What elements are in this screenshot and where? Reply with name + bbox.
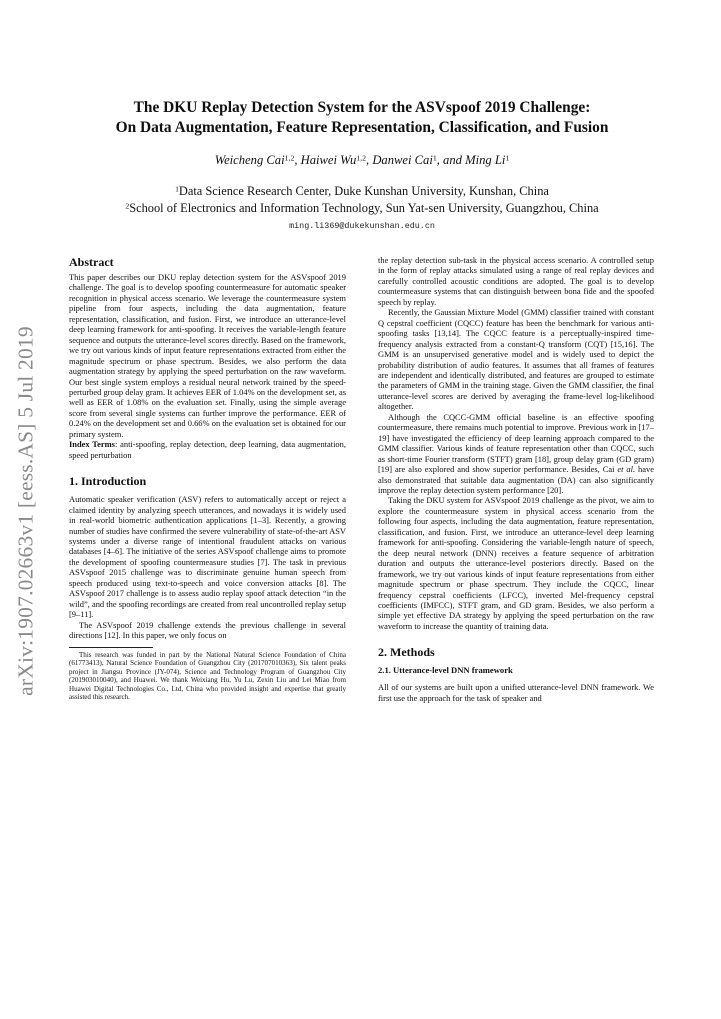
- intro-text: Although the CQCC-GMM official baseline is an effective spoofing countermeasure, there remains much potential to improve. Previous work in [17–19] have investigated the efficiency of deep learning approach compared to the GMM classifier. Various kinds of feature representation other than CQCC, such as short-time Fourier transform (STFT) gram [18], group delay gram (GD gram) [19] are also explored and show superior performance. Besides, Cai: [378, 411, 654, 475]
- author-list: [60, 153, 664, 168]
- affiliation-text: Data Science Research Center, Duke Kunshan University, Kunshan, China: [178, 184, 549, 198]
- author-affiliation-mark: 1,2: [284, 153, 295, 163]
- funding-footnote: This research was funded in part by the National Natural Science Foundation of China (61773413), Natural Science Foundation of Guangzhou City (201707010363), Six talent peaks project in Jiangsu Province (JY-074), Science and Technology Program of Guangzhou City (201903010040), and Huawei. We thank Weixiang Hu, Yu Lu, Zexin Liu and Lei Miao from Huawei Digital Technologies Co., Ltd, China who provided insight and expertise that greatly assisted this research.: [69, 650, 346, 702]
- intro-paragraph: the replay detection sub-task in the physical access scenario. A controlled setup in the form of replay attacks simulated using a range of real replay devices and carefully controlled acoustic conditions are adopted. The goal is to develop countermeasure systems that can distinguish between bona fide and the spoofed speech by replay.: [378, 255, 654, 307]
- methods-heading: 2. Methods: [378, 645, 435, 660]
- intro-paragraph: Recently, the Gaussian Mixture Model (GMM) classifier trained with constant Q cepstral coefficient (CQCC) feature has been the benchmark for various anti-spoofing tasks [13,14]. The CQCC feature is a perceptually-inspired time-frequency analysis extracted from a constant-Q transform (CQT) [15,16]. The GMM is an unsupervised generative model and is widely used to depict the probability distribution of audio features. It assumes that all frames of features are independent and identically distributed, and features are grouped to estimate the parameters of GMM in the training stage. Given the GMM classifier, the final utterance-level scores are derived by averaging the frame-level log-likelihood altogether.: [378, 307, 654, 412]
- arxiv-id-text: arXiv:1907.02663v1 [eess.AS] 5 Jul 2019: [13, 326, 38, 696]
- affiliation-line: [60, 200, 664, 217]
- intro-emphasis: et al.: [617, 464, 636, 475]
- author-name: Danwei Cai: [372, 153, 433, 167]
- introduction-heading: 1. Introduction: [69, 474, 147, 489]
- affiliations: [60, 183, 664, 217]
- author-affiliation-mark: 1: [505, 153, 510, 163]
- author-separator: , and: [436, 153, 466, 167]
- author-name: Ming Li: [465, 153, 506, 167]
- intro-text: have also demonstrated that suitable data augmentation (DA) can also significantly improve the replay detection system performance [20].: [378, 464, 654, 495]
- right-column: [378, 255, 654, 703]
- arxiv-side-identifier: [4, 326, 48, 696]
- left-column: [69, 255, 346, 702]
- index-terms: [69, 439, 346, 460]
- author-affiliation-mark: 1: [432, 153, 437, 163]
- title-line-2: On Data Augmentation, Feature Representation, Classification, and Fusion: [115, 119, 609, 136]
- contact-email: ming.li369@dukekunshan.edu.cn: [289, 221, 435, 231]
- index-terms-label: Index Terms: [69, 439, 115, 450]
- intro-paragraph: Taking the DKU system for ASVspoof 2019 challenge as the pivot, we aim to explore the countermeasure system in physical access scenario from the following four aspects, including the data augmentation, feature representation, classification, and fusion. First, we introduce an utterance-level deep learning framework for anti-spoofing. Considering the variable-length nature of speech, the deep neural network (DNN) receives a feature sequence of arbitration duration and outputs the utterance-level posteriors directly. Based on the framework, we try out various kinds of input feature representations from either magnitude spectrum or phase spectrum. They include the CQCC, linear frequency cepstral coefficients (LFCC), inverted Mel-frequency cepstral coefficients (IMFCC), STFT gram, and GD gram. Besides, we also perform a simple yet effective DA strategy by applying the speed perturbation on the raw waveform to increase the quantity of training data.: [378, 495, 654, 631]
- intro-paragraph: [378, 412, 654, 496]
- author-separator: ,: [294, 153, 301, 167]
- methods-subsection-heading: 2.1. Utterance-level DNN framework: [378, 665, 513, 676]
- paper-title: [60, 98, 664, 138]
- affiliation-mark: 2: [125, 201, 130, 211]
- author-name: Haiwei Wu: [300, 153, 357, 167]
- author-affiliation-mark: 1,2: [356, 153, 367, 163]
- abstract-heading: Abstract: [69, 255, 114, 269]
- footnote-divider: [69, 647, 153, 648]
- title-line-1: The DKU Replay Detection System for the ASVspoof 2019 Challenge:: [133, 99, 591, 116]
- abstract-body: This paper describes our DKU replay detection system for the ASVspoof 2019 challenge. The goal is to develop spoofing countermeasure for automatic speaker recognition in physical access scenario. We leverage the countermeasure system pipeline from four aspects, including the data augmentation, feature representation, classification, and fusion. First, we introduce an utterance-level deep learning framework for anti-spoofing. It receives the variable-length feature sequence and outputs the utterance-level scores directly. Based on the framework, we try out various kinds of input feature representations extracted from either the magnitude spectrum or phase spectrum. Besides, we also perform the data augmentation strategy by applying the speed perturbation on the raw waveform. Our best single system employs a residual neural network trained by the speed-perturbed group delay gram. It achieves EER of 1.04% on the development set, as well as EER of 1.08% on the evaluation set. Finally, using the simple average score from several single systems can further improve the performance. EER of 0.24% on the development set and 0.66% on the evaluation set is obtained for our primary system.: [69, 272, 346, 439]
- methods-paragraph: All of our systems are built upon a unified utterance-level DNN framework. We first use the approach for the task of speaker and: [378, 682, 654, 703]
- author-name: Weicheng Cai: [214, 153, 285, 167]
- author-separator: ,: [366, 153, 373, 167]
- intro-paragraph: The ASVspoof 2019 challenge extends the previous challenge in several directions [12]. In this paper, we only focus on: [69, 619, 346, 641]
- footnote-block: [69, 647, 346, 703]
- affiliation-mark: 1: [175, 184, 179, 194]
- affiliation-line: [60, 183, 664, 200]
- intro-paragraph: Automatic speaker verification (ASV) refers to automatically accept or reject a claimed identity by analyzing speech utterances, and nowadays it is widely used in real-world biometric authentication applications [1–3]. Recently, a growing number of studies have confirmed the severe vulnerability of state-of-the-art ASV systems under a diverse range of intentional fraudulent attacks on various databases [4–6]. The initiative of the series ASVspoof challenge aims to promote the development of spoofing countermeasure studies [7]. The task in previous ASVspoof 2015 challenge was to discriminate genuine human speech from speech produced using text-to-speech and voice conversion attacks [8]. The ASVspoof 2017 challenge is to assess audio replay spoof attack detection “in the wild”, and the spoofing recordings are created from real uncontrolled replay setup [9–11].: [69, 494, 346, 620]
- affiliation-text: School of Electronics and Information Technology, Sun Yat-sen University, Guangzhou, China: [129, 201, 599, 215]
- index-terms-text: : anti-spoofing, replay detection, deep learning, data augmentation, speed perturbation: [69, 439, 346, 460]
